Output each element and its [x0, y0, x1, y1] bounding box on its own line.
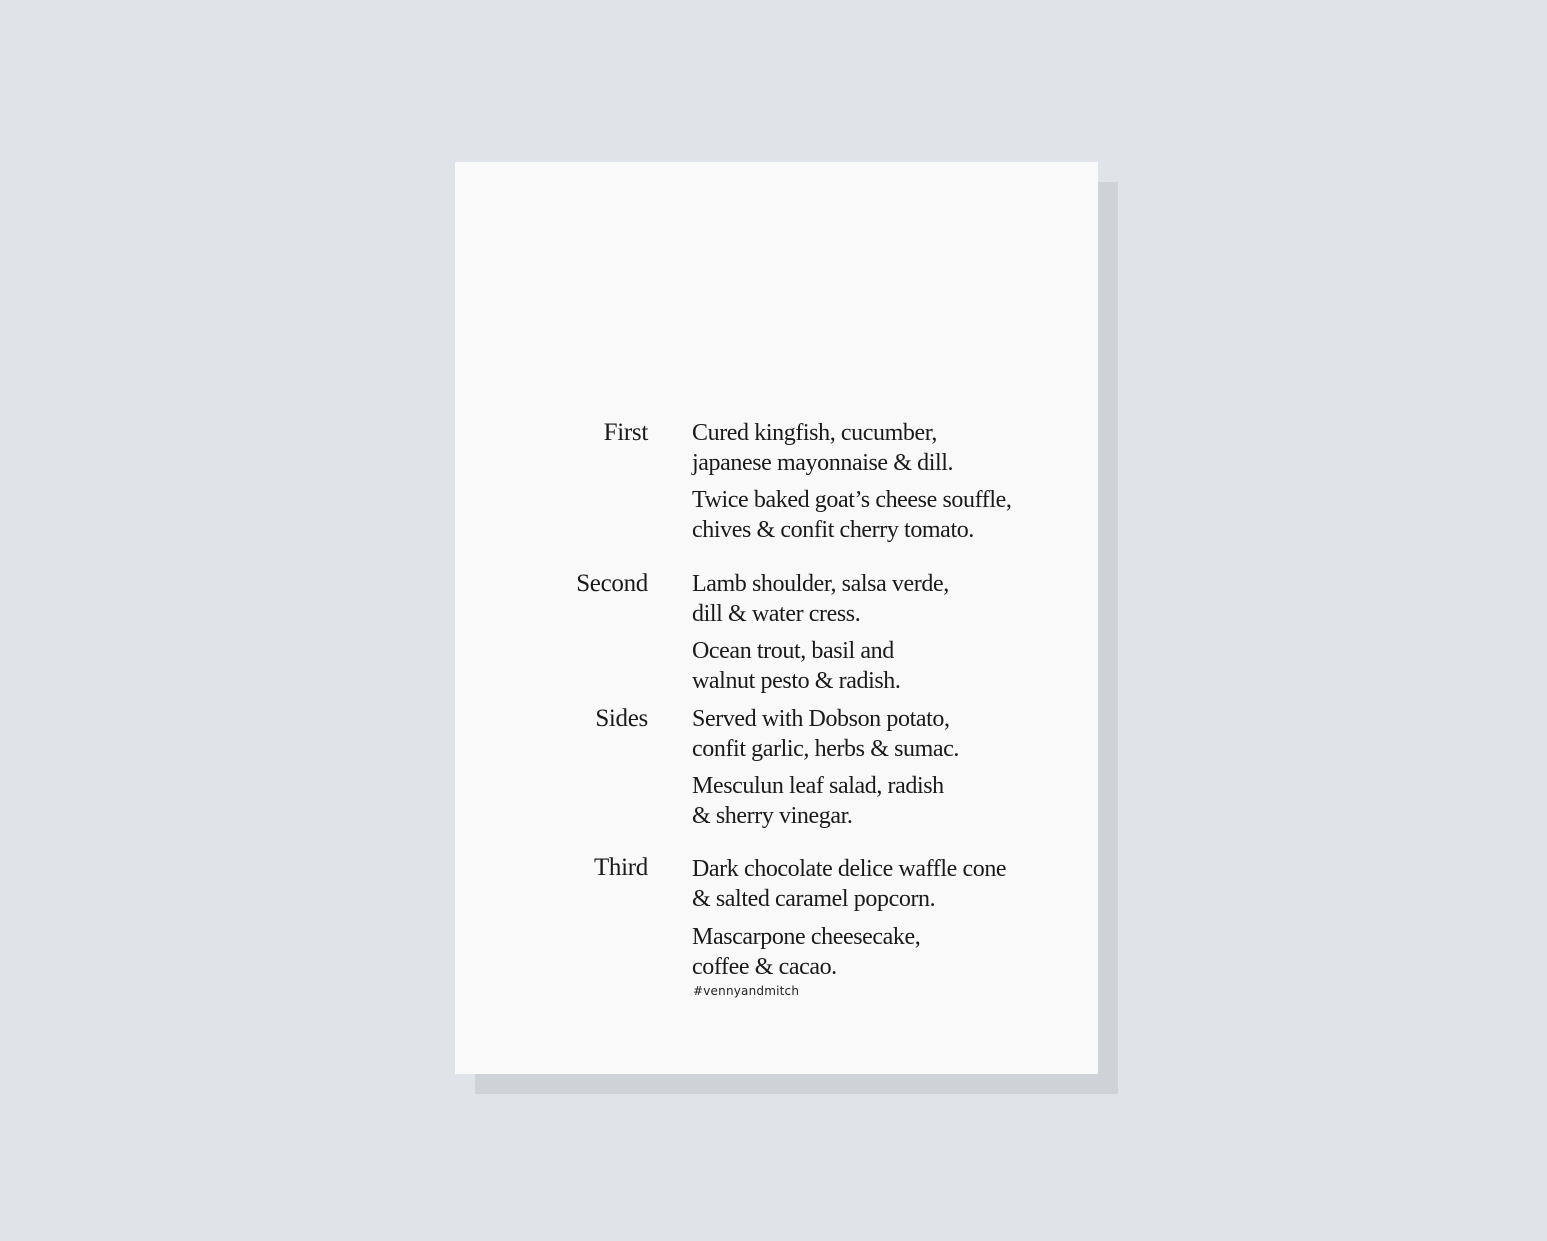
dish-line: Lamb shoulder, salsa verde, [692, 571, 949, 597]
dish-line: Ocean trout, basil and [692, 638, 894, 664]
dish-line: confit garlic, herbs & sumac. [692, 736, 959, 762]
course-label-first: First [603, 419, 648, 446]
dish-line: coffee & cacao. [692, 954, 837, 980]
dish-sides-1 [692, 704, 1072, 764]
dish-line: Served with Dobson potato, [692, 706, 950, 732]
dish-sides-2 [692, 771, 1072, 831]
course-label-third: Third [593, 854, 648, 881]
dish-second-1 [692, 569, 1072, 629]
dish-line: Cured kingfish, cucumber, [692, 420, 937, 446]
dish-first-1 [692, 418, 1072, 478]
dish-third-2 [692, 922, 1072, 982]
hashtag: #vennyandmitch [693, 984, 800, 998]
dish-line: Mascarpone cheesecake, [692, 924, 921, 950]
dish-second-2 [692, 636, 1072, 696]
dish-line: dill & water cress. [692, 601, 861, 627]
dish-line: Mesculun leaf salad, radish [692, 773, 944, 799]
dish-line: walnut pesto & radish. [692, 668, 901, 694]
menu-card [455, 162, 1098, 1074]
dish-line: chives & confit cherry tomato. [692, 517, 974, 543]
dish-line: Dark chocolate delice waffle cone [692, 856, 1007, 882]
course-label-second: Second [576, 570, 648, 597]
dish-line: & sherry vinegar. [692, 803, 853, 829]
dish-first-2 [692, 485, 1072, 545]
dish-line: Twice baked goat’s cheese souffle, [692, 487, 1012, 513]
dish-third-1 [692, 854, 1072, 914]
dish-line: & salted caramel popcorn. [692, 886, 936, 912]
dish-line: japanese mayonnaise & dill. [692, 450, 954, 476]
course-label-sides: Sides [595, 705, 648, 732]
